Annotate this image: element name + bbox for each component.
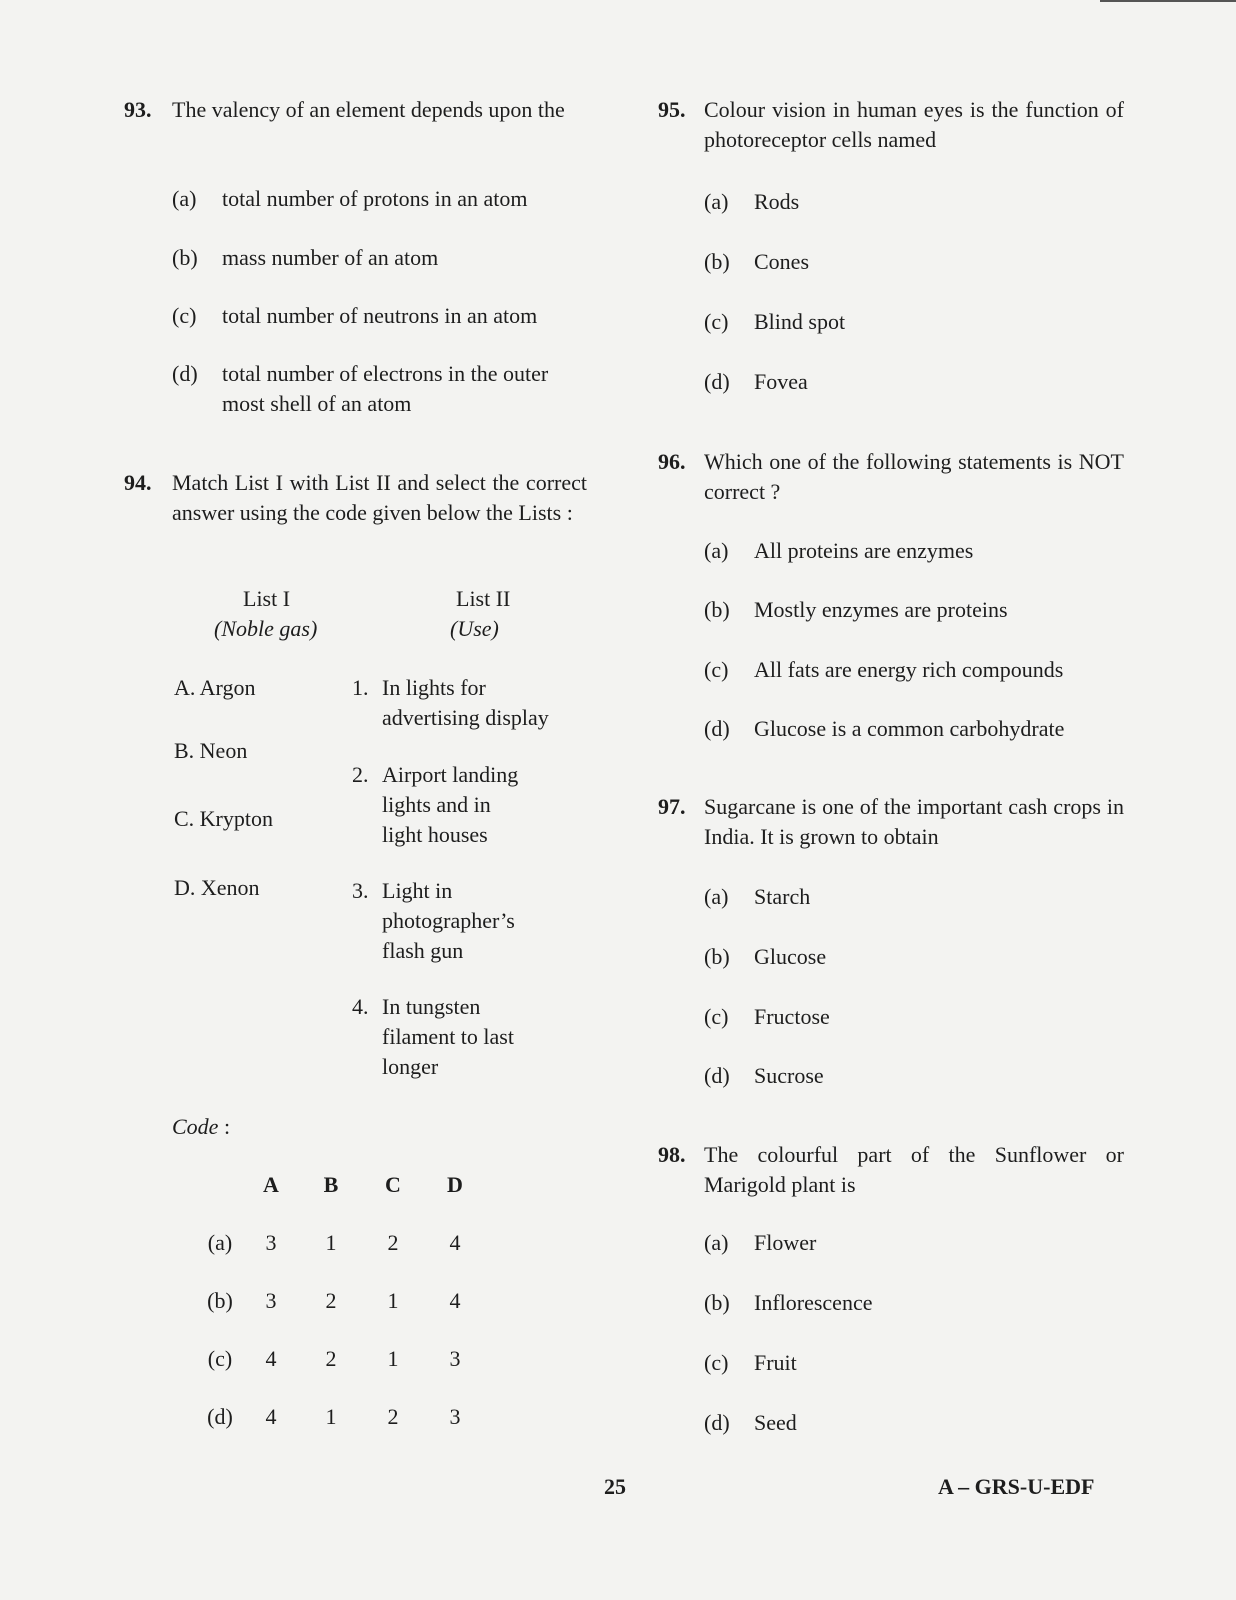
code-header: B xyxy=(323,1172,339,1197)
code-header: A xyxy=(263,1172,279,1197)
list2-item: Airport landing lights and in light houses xyxy=(382,762,519,847)
list2-num: 2. xyxy=(352,762,369,787)
list1-item: B. Neon xyxy=(174,738,248,763)
question-number: 97. xyxy=(658,794,686,819)
list2-item: Light in photographer’s flash gun xyxy=(382,878,515,963)
code-header: D xyxy=(447,1172,463,1197)
question-stem: Which one of the following statements is NOT correct ? xyxy=(704,449,1124,504)
question-number: 93. xyxy=(124,97,152,122)
question-stem: The colourful part of the Sunflower or Marigold plant is xyxy=(704,1142,1124,1197)
list2-item: In tungsten filament to last longer xyxy=(382,994,514,1079)
code-header: C xyxy=(385,1172,401,1197)
question-stem: Match List I with List II and select the correct answer using the code given below the Lists : xyxy=(172,470,587,525)
question-number: 96. xyxy=(658,449,686,474)
exam-code: A – GRS-U-EDF xyxy=(938,1474,1095,1499)
list2-item: In lights for advertising display xyxy=(382,675,549,730)
list2-num: 1. xyxy=(352,675,369,700)
question-number: 98. xyxy=(658,1142,686,1167)
exam-page: 93. The valency of an element depends upon the (a) total number of protons in an atom (b) mass number of an atom (c) total number of neutrons in an atom (d) total number of electrons in the outer most shell of an atom 94. Match List I with List II and select the correct answer using the code given below the Lists : List I (Noble gas) List II (Use) A. Argon B. Neon C. Krypton D. Xenon 1. In lights for advertising display 2. Airport landing lights and in light houses 3. Light in photographer’s flash gun 4. In tungsten filament to last longer Code : A B C D (a) 3 1 2 4 (b) 3 2 1 4 (c) 4 2 1 3 (d) 4 1 2 3 95. Colour vision in human eyes is the function of photoreceptor cells named (a) Rods (b) Cones (c) Blind spot (d) Fovea 96. Which one of the following statements is NOT correct ? (a) All proteins are enzymes (b) Mostly enzymes are proteins (c) All fats are energy rich compounds (d) Glucose is a common carbohydrate 97. Sugarcane is one of the important cash crops in India. It is grown to obtain (a) Starch (b) Glucose (c) Fructose (d) Sucrose 98. The colourful part of the Sunflower or Marigold plant is (a) Flower (b) Inflorescence (c) Fruit (d) Seed 25 A – GRS-U-EDF xyxy=(0,0,1236,1600)
list1-item: A. Argon xyxy=(174,675,256,700)
top-edge-line xyxy=(1100,0,1236,2)
list2-num: 4. xyxy=(352,994,369,1019)
question-stem: Sugarcane is one of the important cash crops in India. It is grown to obtain xyxy=(704,794,1124,849)
list1-title: List I xyxy=(243,586,291,611)
question-number: 94. xyxy=(124,470,152,495)
list2-subtitle: (Use) xyxy=(450,616,499,641)
option-d: (d) total number of electrons in the outer most shell of an atom xyxy=(172,361,549,416)
question-number: 95. xyxy=(658,97,686,122)
code-label: Code : xyxy=(172,1114,231,1139)
list2-num: 3. xyxy=(352,878,369,903)
list1-item: D. Xenon xyxy=(174,875,260,900)
list2-title: List II xyxy=(456,586,511,611)
list1-item: C. Krypton xyxy=(174,806,273,831)
question-stem: Colour vision in human eyes is the function of photoreceptor cells named xyxy=(704,97,1124,152)
page-number: 25 xyxy=(604,1474,626,1499)
list1-subtitle: (Noble gas) xyxy=(214,616,318,641)
question-stem: The valency of an element depends upon the xyxy=(172,97,565,122)
